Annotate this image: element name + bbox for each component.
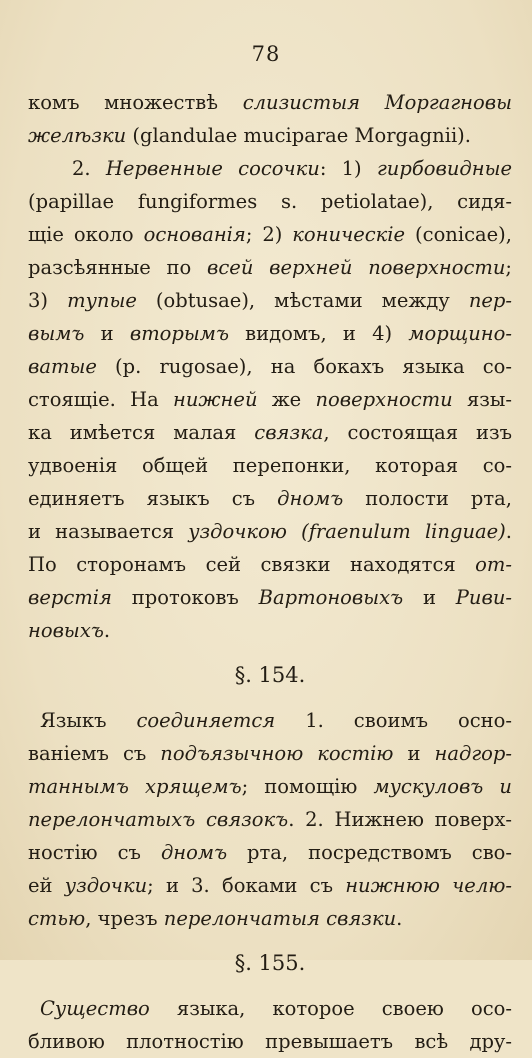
text-line: ей уздочки; и 3. боками съ нижнюю челю- [28,874,512,897]
text-line: перелончатыхъ связокъ. 2. Нижнею поверх- [28,808,512,831]
page-number: 78 [251,42,281,66]
page-text [28,86,512,1058]
text-line: стью, чрезъ перелончатыя связки. [28,907,403,930]
text-line: ностію съ дномъ рта, посредствомъ сво- [28,841,512,864]
text-line: единяетъ языкъ съ дномъ полости рта, [28,487,512,510]
text-line: разсѣянные по всей верхней поверхности; [28,256,512,279]
text-line: таннымъ хрящемъ; помощію мускуловъ и [28,775,512,798]
text-line: верстія протоковъ Вартоновыхъ и Риви- [28,586,512,609]
text-line: Языкъ соединяется 1. своимъ осно- [40,709,512,732]
text-line: стоящіе. На нижней же поверхности язы- [28,388,512,411]
text-line: Существо языка, которое своею осо- [40,997,512,1020]
text-line: ваніемъ съ подъязычною костію и надгор- [28,742,512,765]
text-line: щіе около основанія; 2) коническіе (conicae), [28,223,512,246]
section-heading: §. 155. [234,951,306,975]
text-line: комъ множествѣ слизистыя Моргагновы [28,91,512,114]
text-line: желѣзки (glandulae muciparae Morgagnii). [28,124,471,147]
text-line: 2. Нервенные сосочки: 1) гирбовидные [72,157,512,180]
text-line: вымъ и вторымъ видомъ, и 4) морщино- [28,322,512,345]
text-line: ватые (p. rugosae), на бокахъ языка со- [28,355,512,378]
text-line: (papillae fungiformes s. petiolatae), сидя- [28,190,512,213]
text-line: удвоенія общей перепонки, которая со- [28,454,512,477]
text-line: 3) тупые (obtusae), мѣстами между пер- [28,289,512,312]
text-line: новыхъ. [28,619,111,642]
text-line: По сторонамъ сей связки находятся от- [28,553,512,576]
text-line: бливою плотностію превышаетъ всѣ дру- [28,1030,512,1053]
text-line: и называется уздочкою (fraenulum linguae). [28,520,512,543]
section-heading: §. 154. [234,663,306,687]
text-line: ка имѣется малая связка, состоящая изъ [28,421,512,444]
